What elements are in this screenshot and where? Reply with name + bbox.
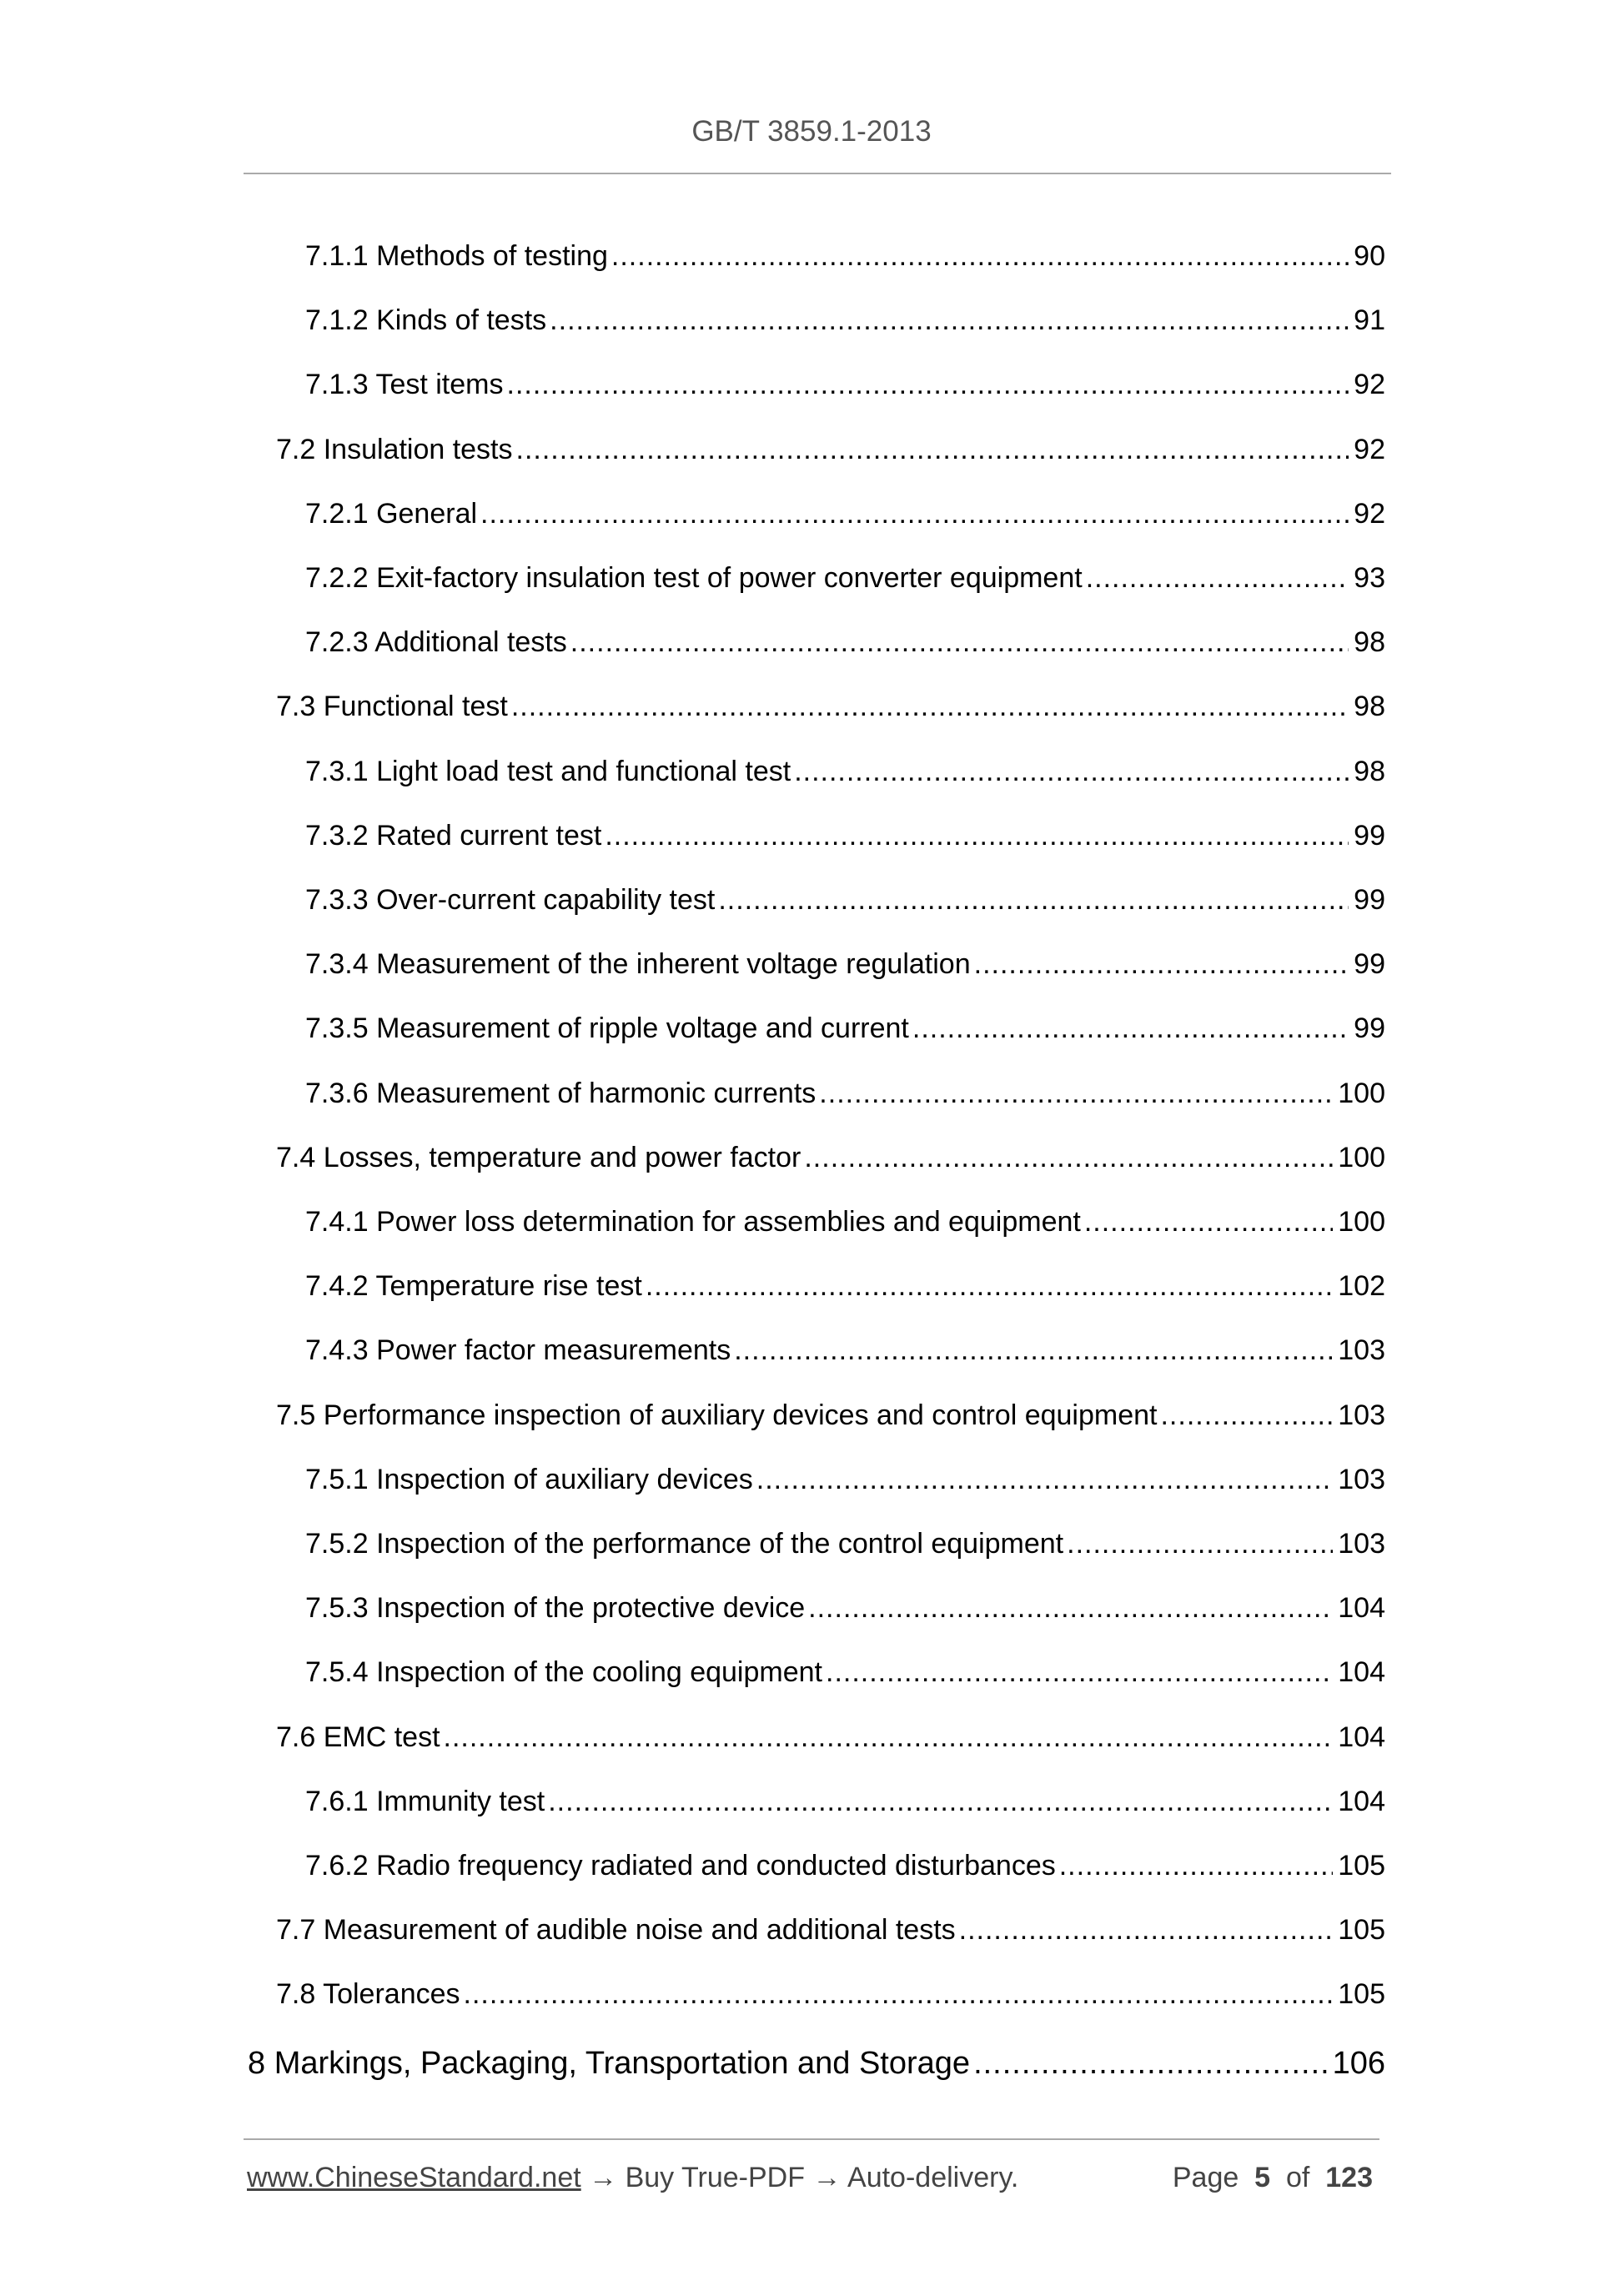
- toc-entry[interactable]: [248, 2042, 1385, 2084]
- toc-entry-page: 104: [1338, 1785, 1385, 1817]
- toc-entry-page: 106: [1332, 2045, 1385, 2081]
- toc-entry-title: 7.1.2 Kinds of tests: [305, 304, 547, 337]
- toc-entry-page: 103: [1338, 1463, 1385, 1495]
- toc-entry-page: 99: [1354, 948, 1385, 981]
- toc-entry-title: 7.2.2 Exit-factory insulation test of power converter equipment: [305, 562, 1083, 594]
- dot-leader: [973, 2042, 1328, 2084]
- toc-entry-title: 7.1.3 Test items: [305, 369, 504, 401]
- toc-entry-page: 105: [1338, 1850, 1385, 1882]
- dot-leader: [974, 943, 1349, 985]
- document-id-header: GB/T 3859.1-2013: [691, 115, 932, 148]
- page-label: Page: [1172, 2162, 1239, 2193]
- toc-entry-title: 7.4 Losses, temperature and power factor: [276, 1141, 801, 1173]
- toc-entry[interactable]: [305, 943, 1385, 985]
- footer-promo: [247, 2162, 1018, 2194]
- toc-entry[interactable]: [305, 1265, 1385, 1307]
- toc-entry-title: 7.6.1 Immunity test: [305, 1785, 545, 1817]
- toc-entry-title: 7.5.4 Inspection of the cooling equipment: [305, 1656, 822, 1689]
- toc-entry-title: 7.3.2 Rated current test: [305, 819, 602, 852]
- dot-leader: [794, 751, 1349, 792]
- toc-entry-title: 7.3.3 Over-current capability test: [305, 884, 716, 916]
- toc-entry-title: 7.3.4 Measurement of the inherent voltage regulation: [305, 948, 971, 981]
- toc-entry-page: 100: [1338, 1206, 1385, 1238]
- page-footer: [247, 2162, 1379, 2194]
- toc-entry[interactable]: [305, 1523, 1385, 1565]
- toc-entry-page: 105: [1338, 1914, 1385, 1947]
- toc-entry-page: 102: [1338, 1270, 1385, 1303]
- toc-entry-title: 7.6.2 Radio frequency radiated and conducted disturbances: [305, 1850, 1056, 1882]
- dot-leader: [511, 686, 1349, 727]
- toc-entry-page: 91: [1354, 304, 1385, 337]
- toc-entry[interactable]: [305, 493, 1385, 535]
- toc-entry-title: 7.4.2 Temperature rise test: [305, 1270, 642, 1303]
- dot-leader: [756, 1459, 1334, 1500]
- dot-leader: [734, 1329, 1333, 1371]
- dot-leader: [804, 1137, 1333, 1178]
- toc-entry[interactable]: [305, 879, 1385, 921]
- toc-entry[interactable]: [305, 1587, 1385, 1629]
- toc-entry-title: 7.5.2 Inspection of the performance of the control equipment: [305, 1528, 1064, 1560]
- toc-entry-page: 100: [1338, 1077, 1385, 1109]
- dot-leader: [444, 1716, 1334, 1758]
- toc-entry-page: 98: [1354, 691, 1385, 723]
- toc-entry[interactable]: [305, 364, 1385, 405]
- toc-entry-title: 7.5 Performance inspection of auxiliary devices and control equipment: [276, 1399, 1158, 1431]
- website-link[interactable]: www.ChineseStandard.net: [247, 2162, 581, 2193]
- toc-entry[interactable]: [276, 1394, 1385, 1436]
- page-indicator: [1173, 2162, 1379, 2194]
- toc-entry-page: 92: [1354, 497, 1385, 530]
- toc-entry-page: 100: [1338, 1141, 1385, 1173]
- toc-entry-title: 7.3.5 Measurement of ripple voltage and current: [305, 1012, 909, 1045]
- toc-entry-page: 104: [1338, 1656, 1385, 1689]
- toc-entry[interactable]: [305, 621, 1385, 663]
- dot-leader: [1160, 1394, 1333, 1436]
- toc-entry-title: 7.3 Functional test: [276, 691, 508, 723]
- toc-entry-page: 98: [1354, 626, 1385, 659]
- toc-entry[interactable]: [305, 1651, 1385, 1693]
- toc-entry[interactable]: [305, 1781, 1385, 1822]
- toc-entry-title: 7.2.1 General: [305, 497, 478, 530]
- toc-entry-page: 99: [1354, 819, 1385, 852]
- toc-entry-title: 7.5.1 Inspection of auxiliary devices: [305, 1463, 753, 1495]
- toc-entry[interactable]: [305, 1007, 1385, 1049]
- arrow-icon: →: [589, 2162, 618, 2193]
- toc-entry-page: 93: [1354, 562, 1385, 594]
- toc-entry-title: 7.3.6 Measurement of harmonic currents: [305, 1077, 817, 1109]
- toc-entry-title: 7.6 EMC test: [276, 1721, 440, 1753]
- toc-entry[interactable]: [276, 686, 1385, 727]
- toc-entry-title: 7.2 Insulation tests: [276, 433, 513, 465]
- dot-leader: [611, 235, 1349, 277]
- dot-leader: [912, 1007, 1349, 1049]
- toc-entry-title: 7.8 Tolerances: [276, 1978, 460, 2011]
- toc-entry-title: 7.4.1 Power loss determination for assemblies and equipment: [305, 1206, 1081, 1238]
- toc-entry[interactable]: [276, 1909, 1385, 1951]
- current-page: 5: [1254, 2162, 1271, 2193]
- toc-entry-title: 7.1.1 Methods of testing: [305, 240, 608, 272]
- dot-leader: [570, 621, 1349, 663]
- toc-entry[interactable]: [305, 751, 1385, 792]
- toc-entry[interactable]: [305, 1329, 1385, 1371]
- toc-entry-page: 99: [1354, 1012, 1385, 1045]
- dot-leader: [959, 1909, 1334, 1951]
- toc-entry-title: 7.3.1 Light load test and functional test: [305, 755, 791, 787]
- toc-entry-page: 103: [1338, 1528, 1385, 1560]
- toc-entry[interactable]: [305, 1073, 1385, 1114]
- toc-entry[interactable]: [305, 815, 1385, 857]
- dot-leader: [808, 1587, 1333, 1629]
- dot-leader: [1086, 557, 1349, 599]
- toc-entry-page: 103: [1338, 1399, 1385, 1431]
- dot-leader: [1059, 1845, 1334, 1887]
- buy-text: Buy True-PDF: [625, 2162, 805, 2193]
- dot-leader: [605, 815, 1349, 857]
- toc-entry-page: 103: [1338, 1334, 1385, 1367]
- footer-divider: [244, 2138, 1379, 2140]
- toc-entry-page: 104: [1338, 1721, 1385, 1753]
- dot-leader: [550, 299, 1349, 341]
- dot-leader: [507, 364, 1349, 405]
- dot-leader: [1067, 1523, 1333, 1565]
- arrow-icon: →: [812, 2162, 842, 2193]
- toc-entry-title: 7.2.3 Additional tests: [305, 626, 567, 659]
- toc-entry-title: 7.7 Measurement of audible noise and additional tests: [276, 1914, 956, 1947]
- dot-leader: [464, 1973, 1334, 2015]
- dot-leader: [646, 1265, 1333, 1307]
- toc-entry[interactable]: [276, 1137, 1385, 1178]
- toc-entry[interactable]: [305, 299, 1385, 341]
- toc-entry-page: 92: [1354, 369, 1385, 401]
- toc-entry[interactable]: [276, 1716, 1385, 1758]
- dot-leader: [548, 1781, 1333, 1822]
- total-pages: 123: [1325, 2162, 1373, 2193]
- toc-entry-page: 98: [1354, 755, 1385, 787]
- toc-entry-page: 99: [1354, 884, 1385, 916]
- toc-entry[interactable]: [305, 557, 1385, 599]
- toc-entry[interactable]: [305, 1845, 1385, 1887]
- toc-entry[interactable]: [305, 235, 1385, 277]
- toc-entry[interactable]: [305, 1459, 1385, 1500]
- toc-entry-title: 7.4.3 Power factor measurements: [305, 1334, 731, 1367]
- toc-entry[interactable]: [276, 429, 1385, 470]
- dot-leader: [516, 429, 1349, 470]
- toc-entry[interactable]: [276, 1973, 1385, 2015]
- toc-entry[interactable]: [305, 1201, 1385, 1243]
- toc-entry-page: 92: [1354, 433, 1385, 465]
- dot-leader: [826, 1651, 1333, 1693]
- delivery-text: Auto-delivery.: [847, 2162, 1019, 2193]
- of-label: of: [1286, 2162, 1310, 2193]
- dot-leader: [480, 493, 1349, 535]
- header-divider: [244, 173, 1391, 174]
- dot-leader: [819, 1073, 1333, 1114]
- toc-entry-page: 90: [1354, 240, 1385, 272]
- toc-entry-page: 104: [1338, 1592, 1385, 1625]
- dot-leader: [1084, 1201, 1333, 1243]
- toc-entry-title: 8 Markings, Packaging, Transportation and Storage: [248, 2045, 971, 2081]
- toc-entry-page: 105: [1338, 1978, 1385, 2011]
- toc-entry-title: 7.5.3 Inspection of the protective device: [305, 1592, 806, 1625]
- dot-leader: [718, 879, 1349, 921]
